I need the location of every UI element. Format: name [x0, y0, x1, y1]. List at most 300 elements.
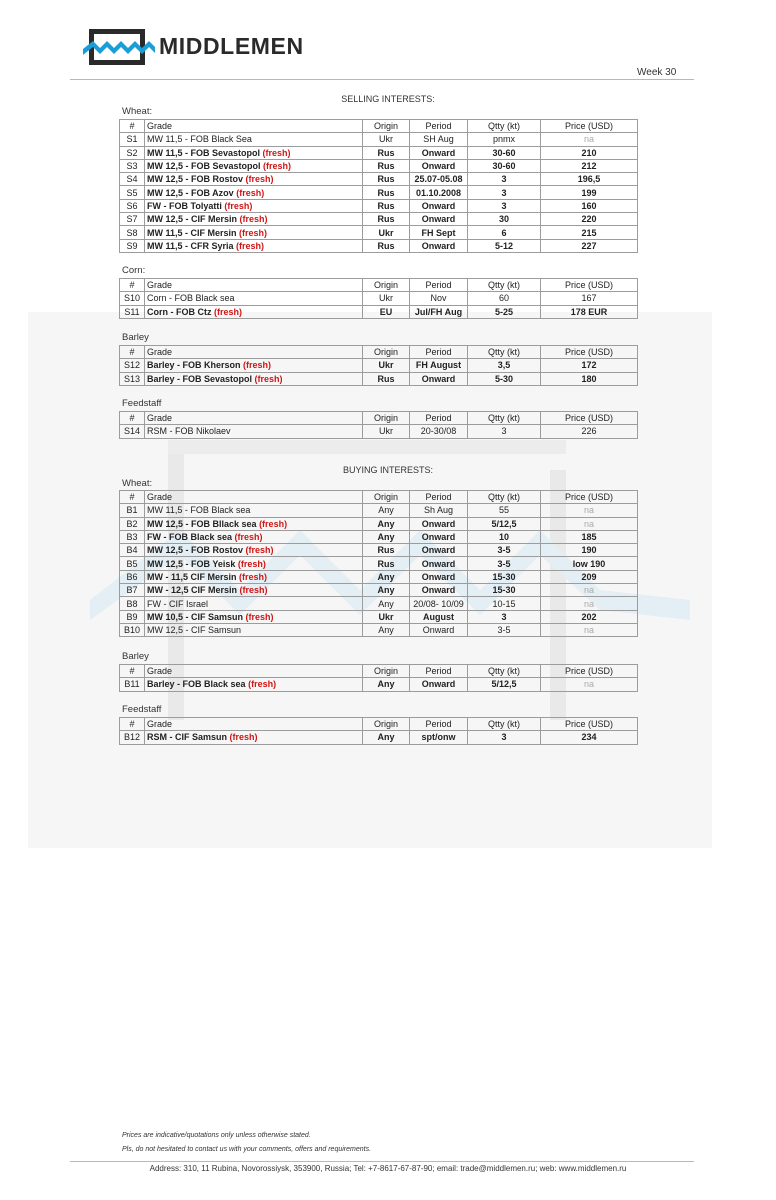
origin-cell: Rus [363, 213, 410, 226]
header-number: # [120, 120, 145, 133]
table-row [120, 530, 638, 543]
grade-text: RSM - CIF Samsun [147, 732, 228, 743]
grade-text: FW - FOB Black sea [147, 532, 233, 543]
period-cell: 01.10.2008 [410, 186, 468, 199]
grade-cell [145, 292, 363, 305]
period-cell: Sh Aug [410, 504, 468, 517]
price-cell: 180 [541, 372, 638, 385]
grade-text: MW 12,5 - FOB Yeisk [147, 558, 236, 569]
table-row [120, 570, 638, 583]
row-id: B9 [120, 610, 145, 623]
grade-cell [145, 530, 363, 543]
table-header-row [120, 718, 638, 731]
period-cell: Jul/FH Aug [410, 305, 468, 318]
period-cell: Onward [410, 584, 468, 597]
table-row [120, 226, 638, 239]
grade-text: Corn - FOB Black sea [147, 293, 235, 304]
grade-cell [145, 213, 363, 226]
table-row [120, 292, 638, 305]
row-id: S7 [120, 213, 145, 226]
row-id: S1 [120, 133, 145, 146]
price-cell: 212 [541, 159, 638, 172]
company-logo [83, 27, 353, 67]
period-cell: Onward [410, 517, 468, 530]
price-cell: 226 [541, 425, 638, 438]
price-cell: 190 [541, 544, 638, 557]
table-row [120, 597, 638, 610]
period-cell: 25.07-05.08 [410, 173, 468, 186]
origin-cell: Ukr [363, 610, 410, 623]
grade-cell [145, 226, 363, 239]
header-qty: Qtty (kt) [468, 491, 541, 504]
origin-cell: Rus [363, 544, 410, 557]
row-id: B12 [120, 731, 145, 744]
origin-cell: Rus [363, 199, 410, 212]
grade-text: MW 12,5 - FOB Rostov [147, 545, 244, 556]
selling-barley-table [119, 345, 638, 386]
header-qty: Qtty (kt) [468, 279, 541, 292]
price-cell: 178 EUR [541, 305, 638, 318]
row-id: S4 [120, 173, 145, 186]
header-grade: Grade [145, 279, 363, 292]
fresh-tag: (fresh) [245, 545, 274, 556]
origin-cell: Any [363, 584, 410, 597]
row-id: B1 [120, 504, 145, 517]
header-number: # [120, 491, 145, 504]
header-number: # [120, 412, 145, 425]
table-row [120, 517, 638, 530]
grade-text: MW 12,5 - FOB Sevastopol [147, 161, 261, 172]
price-cell: na [541, 133, 638, 146]
table-row [120, 199, 638, 212]
qty-cell: 3-5 [468, 544, 541, 557]
table-row [120, 305, 638, 318]
origin-cell: Any [363, 570, 410, 583]
price-cell: 210 [541, 146, 638, 159]
header-price: Price (USD) [541, 346, 638, 359]
category-label: Barley [122, 332, 149, 343]
table-header-row [120, 346, 638, 359]
period-cell: SH Aug [410, 133, 468, 146]
price-cell: na [541, 597, 638, 610]
header-price: Price (USD) [541, 718, 638, 731]
selling-title: SELLING INTERESTS: [341, 94, 435, 104]
origin-cell: EU [363, 305, 410, 318]
table-row [120, 213, 638, 226]
origin-cell: Any [363, 623, 410, 636]
table-header-row [120, 279, 638, 292]
header-qty: Qtty (kt) [468, 120, 541, 133]
qty-cell: 3 [468, 425, 541, 438]
price-cell: na [541, 623, 638, 636]
table-header-row [120, 120, 638, 133]
header-grade: Grade [145, 120, 363, 133]
grade-cell [145, 372, 363, 385]
fresh-tag: (fresh) [239, 585, 268, 596]
table-row [120, 159, 638, 172]
header-price: Price (USD) [541, 279, 638, 292]
origin-cell: Ukr [363, 226, 410, 239]
header-period: Period [410, 120, 468, 133]
table-header-row [120, 412, 638, 425]
price-cell: 209 [541, 570, 638, 583]
origin-cell: Any [363, 517, 410, 530]
header-number: # [120, 279, 145, 292]
price-cell: 160 [541, 199, 638, 212]
disclaimer-note: Prices are indicative/quotations only unless otherwise stated. [122, 1132, 311, 1139]
grade-text: MW 12,5 - FOB Rostov [147, 174, 244, 185]
grade-text: MW 11,5 - FOB Black sea [147, 505, 251, 516]
fresh-tag: (fresh) [263, 161, 292, 172]
table-header-row [120, 491, 638, 504]
row-id: B10 [120, 623, 145, 636]
header-grade: Grade [145, 412, 363, 425]
price-cell: 199 [541, 186, 638, 199]
period-cell: Onward [410, 146, 468, 159]
origin-cell: Rus [363, 557, 410, 570]
period-cell: 20/08- 10/09 [410, 597, 468, 610]
price-cell: 167 [541, 292, 638, 305]
price-cell: 220 [541, 213, 638, 226]
origin-cell: Any [363, 504, 410, 517]
qty-cell: 3,5 [468, 359, 541, 372]
row-id: S11 [120, 305, 145, 318]
row-id: S2 [120, 146, 145, 159]
grade-text: RSM - FOB Nikolaev [147, 426, 231, 437]
header-qty: Qtty (kt) [468, 665, 541, 678]
qty-cell: pnmx [468, 133, 541, 146]
fresh-tag: (fresh) [254, 373, 283, 384]
origin-cell: Rus [363, 239, 410, 252]
price-cell: na [541, 517, 638, 530]
category-label: Corn: [122, 265, 146, 276]
qty-cell: 30-60 [468, 159, 541, 172]
fresh-tag: (fresh) [236, 240, 265, 251]
row-id: S8 [120, 226, 145, 239]
header-period: Period [410, 491, 468, 504]
origin-cell: Rus [363, 186, 410, 199]
origin-cell: Rus [363, 159, 410, 172]
period-cell: 20-30/08 [410, 425, 468, 438]
header-period: Period [410, 346, 468, 359]
header-origin: Origin [363, 665, 410, 678]
price-cell: na [541, 584, 638, 597]
grade-text: MW 11,5 - FOB Black Sea [147, 134, 252, 145]
price-cell: low 190 [541, 557, 638, 570]
grade-text: MW 11,5 - CFR Syria [147, 240, 234, 251]
header-number: # [120, 346, 145, 359]
table-row [120, 425, 638, 438]
header-price: Price (USD) [541, 412, 638, 425]
qty-cell: 10 [468, 530, 541, 543]
qty-cell: 60 [468, 292, 541, 305]
grade-cell [145, 610, 363, 623]
period-cell: Onward [410, 372, 468, 385]
fresh-tag: (fresh) [245, 174, 274, 185]
qty-cell: 55 [468, 504, 541, 517]
qty-cell: 15-30 [468, 584, 541, 597]
fresh-tag: (fresh) [239, 227, 268, 238]
table-row [120, 584, 638, 597]
header-period: Period [410, 279, 468, 292]
fresh-tag: (fresh) [239, 571, 268, 582]
footer-address: Address: 310, 11 Rubina, Novorossiysk, 353900, Russia; Tel: +7-8617-67-87-90; email: trade@middlemen.ru; web: www.middlemen.ru [149, 1164, 627, 1173]
grade-text: Barley - FOB Sevastopol [147, 373, 253, 384]
origin-cell: Any [363, 678, 410, 691]
grade-cell [145, 186, 363, 199]
fresh-tag: (fresh) [224, 200, 253, 211]
period-cell: spt/onw [410, 731, 468, 744]
price-cell: 172 [541, 359, 638, 372]
header-number: # [120, 665, 145, 678]
qty-cell: 30 [468, 213, 541, 226]
header-grade: Grade [145, 346, 363, 359]
qty-cell: 5-12 [468, 239, 541, 252]
price-cell: 227 [541, 239, 638, 252]
price-cell: 215 [541, 226, 638, 239]
row-id: B11 [120, 678, 145, 691]
table-row [120, 504, 638, 517]
qty-cell: 3 [468, 173, 541, 186]
row-id: B8 [120, 597, 145, 610]
qty-cell: 3 [468, 199, 541, 212]
period-cell: Onward [410, 623, 468, 636]
price-cell: 185 [541, 530, 638, 543]
grade-cell [145, 133, 363, 146]
table-row [120, 186, 638, 199]
fresh-tag: (fresh) [248, 679, 277, 690]
grade-cell [145, 199, 363, 212]
qty-cell: 3-5 [468, 623, 541, 636]
header-origin: Origin [363, 346, 410, 359]
header-grade: Grade [145, 718, 363, 731]
period-cell: Onward [410, 570, 468, 583]
grade-cell [145, 305, 363, 318]
period-cell: Onward [410, 239, 468, 252]
fresh-tag: (fresh) [214, 306, 243, 317]
header-divider [70, 79, 694, 80]
period-cell: FH Sept [410, 226, 468, 239]
grade-text: MW - 12,5 CIF Mersin [147, 585, 238, 596]
table-header-row [120, 665, 638, 678]
selling-feedstaff-table [119, 411, 638, 439]
grade-text: MW 10,5 - CIF Samsun [147, 611, 244, 622]
fresh-tag: (fresh) [245, 611, 274, 622]
grade-text: MW 12,5 - CIF Mersin [147, 214, 238, 225]
grade-text: Barley - FOB Kherson [147, 360, 241, 371]
qty-cell: 3 [468, 186, 541, 199]
category-label: Feedstaff [122, 704, 162, 715]
grade-cell [145, 173, 363, 186]
period-cell: August [410, 610, 468, 623]
logo-text: MIDDLEMEN [159, 33, 304, 59]
origin-cell: Ukr [363, 292, 410, 305]
qty-cell: 5/12,5 [468, 678, 541, 691]
header-origin: Origin [363, 279, 410, 292]
period-cell: Onward [410, 199, 468, 212]
grade-text: MW 11,5 - CIF Mersin [147, 227, 237, 238]
origin-cell: Any [363, 731, 410, 744]
fresh-tag: (fresh) [243, 360, 272, 371]
row-id: B7 [120, 584, 145, 597]
grade-cell [145, 359, 363, 372]
row-id: B6 [120, 570, 145, 583]
origin-cell: Rus [363, 173, 410, 186]
row-id: B2 [120, 517, 145, 530]
origin-cell: Ukr [363, 425, 410, 438]
grade-text: MW 12,5 - FOB Azov [147, 187, 234, 198]
header-period: Period [410, 665, 468, 678]
row-id: S13 [120, 372, 145, 385]
origin-cell: Any [363, 530, 410, 543]
header-number: # [120, 718, 145, 731]
header-origin: Origin [363, 491, 410, 504]
grade-cell [145, 425, 363, 438]
qty-cell: 10-15 [468, 597, 541, 610]
period-cell: Onward [410, 557, 468, 570]
row-id: S9 [120, 239, 145, 252]
qty-cell: 5-25 [468, 305, 541, 318]
period-cell: Nov [410, 292, 468, 305]
header-price: Price (USD) [541, 665, 638, 678]
price-cell: 196,5 [541, 173, 638, 186]
table-row [120, 610, 638, 623]
qty-cell: 5/12,5 [468, 517, 541, 530]
table-row [120, 544, 638, 557]
selling-corn-table [119, 278, 638, 319]
footer-divider [70, 1161, 694, 1162]
qty-cell: 3 [468, 610, 541, 623]
header-qty: Qtty (kt) [468, 346, 541, 359]
header-origin: Origin [363, 412, 410, 425]
table-row [120, 173, 638, 186]
price-cell: 234 [541, 731, 638, 744]
qty-cell: 6 [468, 226, 541, 239]
table-row [120, 133, 638, 146]
row-id: S3 [120, 159, 145, 172]
qty-cell: 15-30 [468, 570, 541, 583]
category-label: Barley [122, 651, 149, 662]
category-label: Wheat: [122, 478, 153, 489]
period-cell: Onward [410, 530, 468, 543]
grade-cell [145, 504, 363, 517]
grade-cell [145, 584, 363, 597]
buying-feedstaff-table [119, 717, 638, 745]
price-cell: na [541, 504, 638, 517]
table-row [120, 678, 638, 691]
origin-cell: Ukr [363, 133, 410, 146]
grade-cell [145, 517, 363, 530]
fresh-tag: (fresh) [229, 732, 258, 743]
origin-cell: Rus [363, 146, 410, 159]
row-id: S10 [120, 292, 145, 305]
origin-cell: Rus [363, 372, 410, 385]
grade-text: FW - CIF Israel [147, 598, 208, 609]
origin-cell: Any [363, 597, 410, 610]
row-id: B4 [120, 544, 145, 557]
category-label: Feedstaff [122, 398, 162, 409]
table-row [120, 239, 638, 252]
header-period: Period [410, 718, 468, 731]
grade-text: MW - 11,5 CIF Mersin [147, 571, 237, 582]
header-price: Price (USD) [541, 120, 638, 133]
table-row [120, 372, 638, 385]
grade-text: MW 11,5 - FOB Sevastopol [147, 147, 261, 158]
grade-text: MW 12,5 - FOB Bllack sea [147, 518, 257, 529]
grade-cell [145, 159, 363, 172]
period-cell: FH August [410, 359, 468, 372]
fresh-tag: (fresh) [262, 147, 291, 158]
grade-text: MW 12,5 - CIF Samsun [147, 625, 242, 636]
grade-cell [145, 570, 363, 583]
grade-cell [145, 731, 363, 744]
fresh-tag: (fresh) [239, 214, 268, 225]
grade-text: Barley - FOB Black sea [147, 679, 246, 690]
contact-note: Pls, do not hesitated to contact us with your comments, offers and requirements. [122, 1146, 372, 1153]
origin-cell: Ukr [363, 359, 410, 372]
buying-wheat-table [119, 490, 638, 637]
price-cell: na [541, 678, 638, 691]
logo-mark-icon [83, 27, 155, 67]
fresh-tag: (fresh) [234, 532, 263, 543]
qty-cell: 5-30 [468, 372, 541, 385]
fresh-tag: (fresh) [236, 187, 265, 198]
row-id: S14 [120, 425, 145, 438]
row-id: B5 [120, 557, 145, 570]
row-id: B3 [120, 530, 145, 543]
period-cell: Onward [410, 678, 468, 691]
header-qty: Qtty (kt) [468, 718, 541, 731]
grade-cell [145, 239, 363, 252]
table-row [120, 359, 638, 372]
table-row [120, 146, 638, 159]
header-qty: Qtty (kt) [468, 412, 541, 425]
header-grade: Grade [145, 491, 363, 504]
row-id: S12 [120, 359, 145, 372]
header-price: Price (USD) [541, 491, 638, 504]
qty-cell: 3 [468, 731, 541, 744]
buying-barley-table [119, 664, 638, 692]
header-grade: Grade [145, 665, 363, 678]
row-id: S5 [120, 186, 145, 199]
header-origin: Origin [363, 120, 410, 133]
fresh-tag: (fresh) [237, 558, 266, 569]
table-row [120, 731, 638, 744]
grade-text: FW - FOB Tolyatti [147, 200, 222, 211]
qty-cell: 30-60 [468, 146, 541, 159]
buying-title: BUYING INTERESTS: [342, 465, 433, 475]
grade-cell [145, 544, 363, 557]
table-row [120, 557, 638, 570]
grade-cell [145, 678, 363, 691]
selling-wheat-table [119, 119, 638, 253]
grade-cell [145, 597, 363, 610]
row-id: S6 [120, 199, 145, 212]
grade-text: Corn - FOB Ctz [147, 306, 212, 317]
grade-cell [145, 623, 363, 636]
price-cell: 202 [541, 610, 638, 623]
period-cell: Onward [410, 544, 468, 557]
period-cell: Onward [410, 159, 468, 172]
grade-cell [145, 557, 363, 570]
qty-cell: 3-5 [468, 557, 541, 570]
period-cell: Onward [410, 213, 468, 226]
week-label: Week 30 [637, 67, 677, 78]
fresh-tag: (fresh) [259, 518, 288, 529]
header-period: Period [410, 412, 468, 425]
grade-cell [145, 146, 363, 159]
table-row [120, 623, 638, 636]
